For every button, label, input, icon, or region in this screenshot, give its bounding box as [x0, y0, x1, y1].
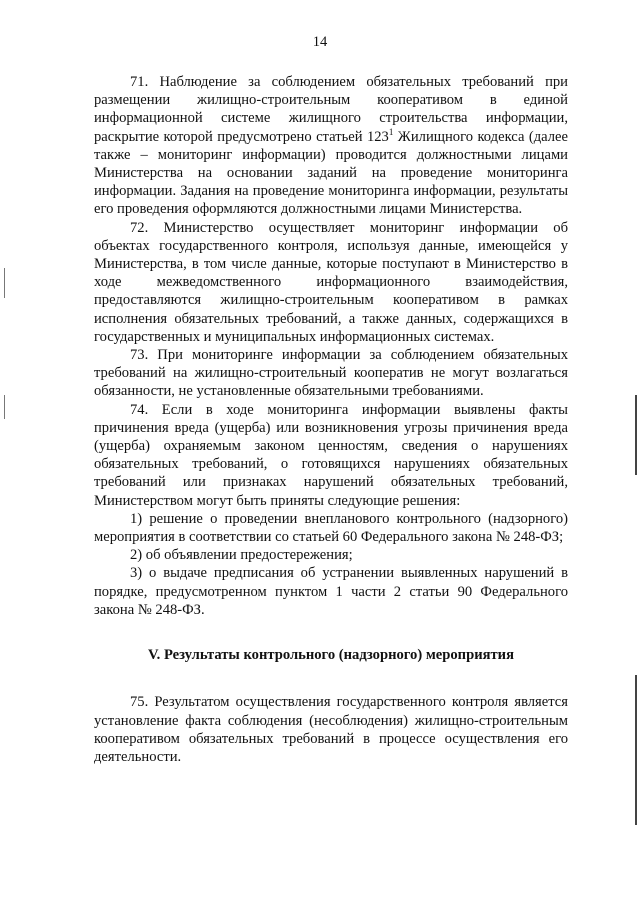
paragraph-73: 73. При мониторинге информации за соблюдением обязательных требований на жилищно-строительный кооператив не могут возлагаться обязанности, не установленные обязательными требованиями. — [94, 347, 568, 400]
list-item-1: 1) решение о проведении внепланового контрольного (надзорного) мероприятия в соответствии со статьей 60 Федерального закона № 248-ФЗ; — [94, 510, 568, 546]
section-heading: V. Результаты контрольного (надзорного) мероприятия — [147, 647, 514, 664]
scan-mark-left-top — [4, 268, 5, 298]
list-item-2: 2) об объявлении предостережения; — [130, 547, 353, 564]
paragraph-72: 72. Министерство осуществляет мониторинг информации об объектах государственного контроля, используя данные, имеющейся у Министерства, в том числе данные, которые поступают в Министерство в ходе межведомственного информационного взаимодействия, предоставляются жилищно-строительным кооперативом в рамках исполнения обязательных требований, а также данных, содержащихся в государственных и муниципальных информационных системах. — [94, 219, 568, 345]
document-body — [94, 73, 568, 766]
paragraph-75: 75. Результатом осуществления государственного контроля является установление факта соблюдения (несоблюдения) жилищно-строительным кооперативом обязательных требований в процессе осуществления его деятельности. — [94, 694, 568, 765]
scan-mark-right-top — [635, 395, 637, 475]
list-item-3: 3) о выдаче предписания об устранении выявленных нарушений в порядке, предусмотренном пунктом 1 части 2 статьи 90 Федерального закона № 248-ФЗ. — [94, 565, 568, 618]
superscript: 1 — [388, 126, 394, 137]
scan-mark-left-mid — [4, 395, 5, 419]
paragraph-71-text: 71. Наблюдение за соблюдением обязательных требований при размещении жилищно-строительным кооперативом в единой информационной системе жилищного строительства информации, раскрытие которой предусмотрено статьей 123 — [94, 74, 568, 145]
page-number: 14 — [312, 34, 328, 50]
paragraph-71 — [94, 73, 568, 219]
paragraph-71-text-cont: Жилищного кодекса (далее также – мониторинг информации) проводится должностными лицами Министерства на основании заданий на проведение мониторинга информации. Задания на проведение мониторинга информации, результаты его проведения оформляются должностными лицами Министерства. — [94, 128, 568, 218]
paragraph-74: 74. Если в ходе мониторинга информации выявлены факты причинения вреда (ущерба) или возникновения угрозы причинения вреда (ущерба) охраняемым законом ценностям, сведения о нарушениях обязательных требований, о готовящихся нарушениях обязательных требований или признаках нарушений обязательных требований, Министерством могут быть приняты следующие решения: — [94, 401, 568, 509]
scan-mark-right-bottom — [635, 675, 637, 825]
